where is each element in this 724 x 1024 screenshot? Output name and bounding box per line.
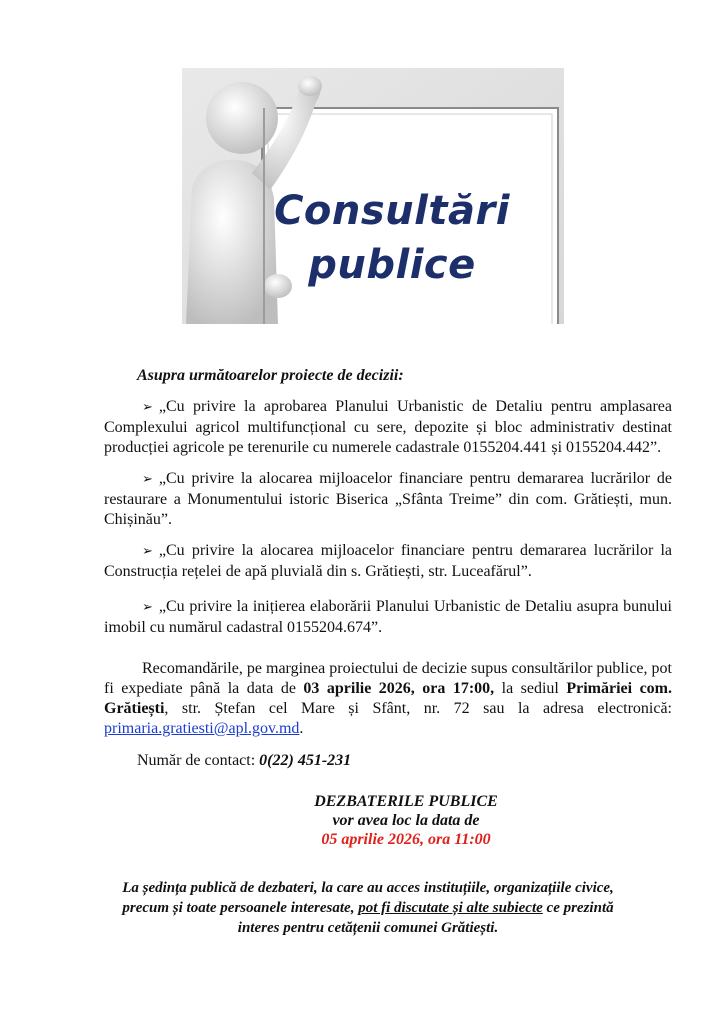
email-link[interactable]: primaria.gratiesti@apl.gov.md: [104, 720, 300, 737]
arrow-bullet-icon: ➢: [142, 544, 153, 559]
banner-title-line1: Consultări: [274, 188, 510, 234]
project-item: [104, 469, 672, 530]
project-item: [104, 597, 672, 638]
project-item-text: „Cu privire la inițierea elaborării Planului Urbanistic de Detaliu asupra bunului imobil cu numărul cadastral 0155204.674”.: [104, 598, 672, 636]
debate-datetime: 05 aprilie 2026, ora 11:00: [321, 831, 491, 848]
arrow-bullet-icon: ➢: [142, 600, 153, 615]
project-item: [104, 541, 672, 582]
footer-text-2: ce prezintă interes pentru cetățenii comunei Grătiești.: [237, 900, 614, 936]
deadline-date: 03 aprilie 2026, ora 17:00,: [303, 680, 495, 697]
reco-text-2: la sediul: [494, 680, 567, 697]
arrow-bullet-icon: ➢: [142, 400, 153, 415]
debate-subtitle: vor avea loc la data de: [332, 812, 480, 829]
arrow-bullet-icon: ➢: [142, 472, 153, 487]
footer-text-1: La ședința publică de dezbateri, la care au acces instituțiile, organizațiile civice, precum și toate persoanele interesate,: [122, 880, 614, 916]
intro-heading: Asupra următoarelor proiecte de decizii:: [137, 367, 404, 384]
contact-phone: 0(22) 451-231: [259, 752, 352, 769]
project-item-text: „Cu privire la alocarea mijloacelor financiare pentru demararea lucrărilor de restaurare a Monumentului istoric Biserica „Sfânta Treime” din com. Grătiești, mun. Chișinău”.: [104, 470, 672, 528]
recommendations-paragraph: [104, 659, 672, 739]
reco-text-1: Recomandările, pe marginea proiectului de decizie supus consultărilor publice, pot fi expediate până la data de: [104, 660, 672, 697]
project-item: [104, 397, 672, 458]
footer-underlined: pot fi discutate și alte subiecte: [358, 900, 543, 916]
consultari-publice-banner: [182, 68, 564, 324]
banner-title-line2: publice: [308, 242, 476, 288]
project-item-text: „Cu privire la aprobarea Planului Urbanistic de Detaliu pentru amplasarea Complexului agricol multifuncțional cu sere, depozite și bloc administrativ destinat producției agricole pe terenurile cu numerele cadastrale 0155204.441 și 0155204.442”.: [104, 398, 672, 456]
debate-title: DEZBATERILE PUBLICE: [314, 793, 498, 810]
reco-text-3: , str. Ștefan cel Mare și Sfânt, nr. 72 sau la adresa electronică:: [164, 700, 672, 717]
reco-text-4: .: [299, 720, 304, 737]
contact-line: [137, 752, 351, 770]
office-name: Primăriei com. Grătiești: [104, 680, 673, 717]
contact-label: Număr de contact:: [137, 752, 260, 769]
project-item-text: „Cu privire la alocarea mijloacelor financiare pentru demararea lucrărilor la Construcția rețelei de apă pluvială din s. Grătiești, str. Luceafărul”.: [104, 542, 672, 580]
footer-note: [108, 878, 628, 938]
